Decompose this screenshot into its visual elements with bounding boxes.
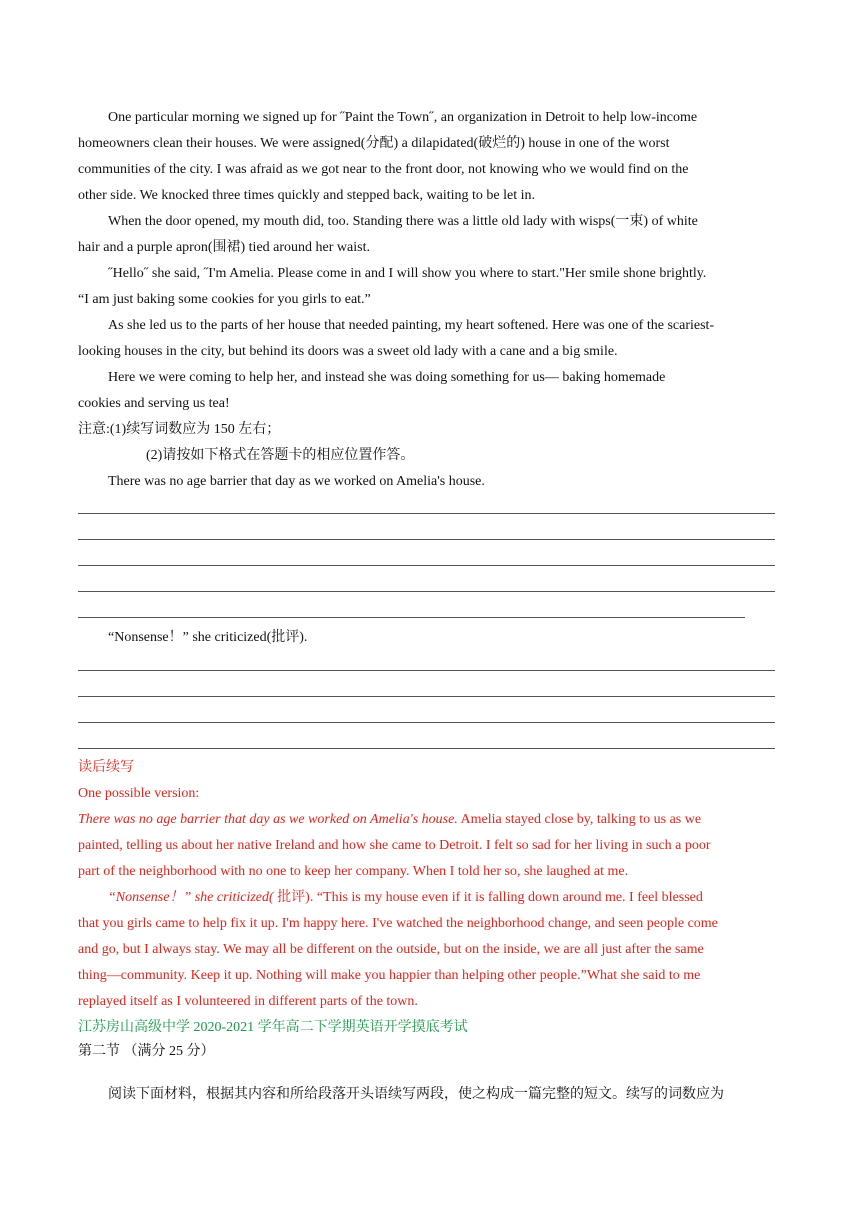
story-line: communities of the city. I was afraid as we got near to the front door, not knowing who we would find on the (78, 162, 689, 177)
answer-line[interactable] (78, 696, 775, 697)
answer-line[interactable] (78, 617, 745, 618)
answer-line-text: painted, telling us about her native Ireland and how she came to Detroit. I felt so sad for her living in such a poor (78, 838, 711, 853)
answer-line[interactable] (78, 722, 775, 723)
answer-line-text: replayed itself as I volunteered in different parts of the town. (78, 994, 418, 1009)
answer-para2-rest: 批评). “This is my house even if it is falling down around me. I feel blessed (273, 890, 703, 905)
answer-line[interactable] (78, 565, 775, 566)
answer-para1-rest: Amelia stayed close by, talking to us as we (457, 812, 702, 827)
story-line: When the door opened, my mouth did, too. Standing there was a little old lady with wisps(一束) of white (108, 214, 698, 229)
paragraph-2-prompt: “Nonsense！” she criticized(批评). (108, 630, 308, 645)
story-line: Here we were coming to help her, and instead she was doing something for us— baking homemade (108, 370, 666, 385)
answer-para2-start: “Nonsense！” she criticized( (108, 890, 274, 905)
section-instruction: 阅读下面材料，根据其内容和所给段落开头语续写两段，使之构成一篇完整的短文。续写的词数应为 (108, 1087, 724, 1102)
answer-line[interactable] (78, 513, 775, 514)
answer-line[interactable] (78, 670, 775, 671)
answer-line[interactable] (78, 591, 775, 592)
answer-line-text (78, 811, 701, 829)
answer-line-text (108, 889, 703, 907)
answer-line[interactable] (78, 539, 775, 540)
story-line: As she led us to the parts of her house that needed painting, my heart softened. Here was one of the scariest- (108, 318, 715, 333)
answer-para1-start: There was no age barrier that day as we worked on Amelia's house. (78, 812, 458, 827)
story-line: looking houses in the city, but behind its doors was a sweet old lady with a cane and a big smile. (78, 344, 618, 359)
answer-line-text: and go, but I always stay. We may all be different on the outside, but on the inside, we are all just after the same (78, 942, 704, 957)
section-title: 第二节 （满分 25 分） (78, 1044, 215, 1059)
answer-line-text: thing—community. Keep it up. Nothing will make you happier than helping other people.”What she said to me (78, 968, 701, 983)
story-line: other side. We knocked three times quickly and stepped back, waiting to be let in. (78, 188, 535, 203)
paragraph-1-prompt: There was no age barrier that day as we worked on Amelia's house. (108, 474, 485, 489)
source-title: 江苏房山高级中学 2020-2021 学年高二下学期英语开学摸底考试 (78, 1020, 468, 1035)
answer-line-text: that you girls came to help fix it up. I'm happy here. I've watched the neighborhood change, and seen people come (78, 916, 718, 931)
note-line-1: 注意:(1)续写词数应为 150 左右； (78, 422, 281, 437)
answer-subheading: One possible version: (78, 786, 200, 801)
note-line-2: (2)请按如下格式在答题卡的相应位置作答。 (146, 448, 415, 463)
answer-heading: 读后续写 (78, 760, 134, 775)
story-line: ˝Hello˝ she said, ˝I'm Amelia. Please come in and I will show you where to start."Her smile shone brightly. (108, 266, 707, 281)
story-line: “I am just baking some cookies for you girls to eat.” (78, 292, 371, 307)
story-line: hair and a purple apron(围裙) tied around her waist. (78, 240, 370, 255)
story-line: One particular morning we signed up for ˝Paint the Town˝, an organization in Detroit to help low-income (108, 110, 698, 125)
story-line: cookies and serving us tea! (78, 396, 230, 411)
answer-line[interactable] (78, 748, 775, 749)
answer-line-text: part of the neighborhood with no one to keep her company. When I told her so, she laughed at me. (78, 864, 629, 879)
story-line: homeowners clean their houses. We were assigned(分配) a dilapidated(破烂的) house in one of the worst (78, 136, 670, 151)
